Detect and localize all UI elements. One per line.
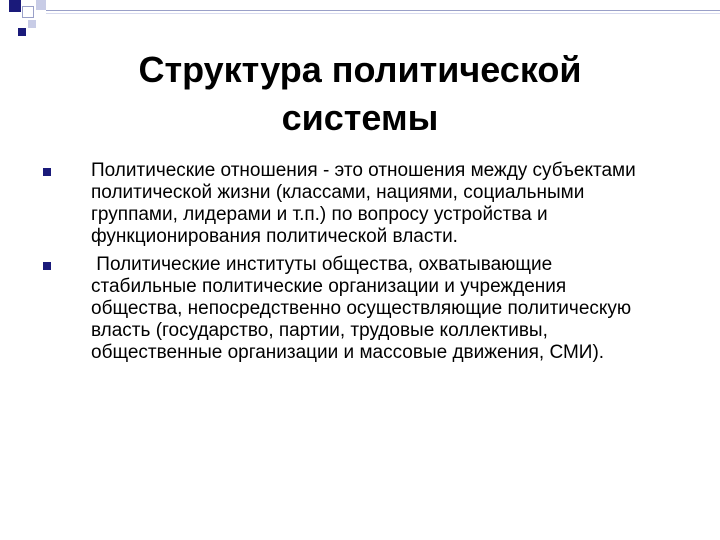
bullet-text: Политические отношения - это отношения между субъектами политической жизни (классами, нациями, социальными группами, лидерами и т.п.) по вопросу устройства и функционирования политической власти. bbox=[91, 160, 636, 247]
square-bullet-icon bbox=[43, 168, 51, 176]
bullet-item-political-institutions bbox=[42, 254, 662, 364]
slide-title-line-1: Структура политической bbox=[138, 49, 582, 90]
deco-square-dark-small bbox=[18, 28, 26, 36]
deco-square-dark bbox=[9, 0, 21, 12]
slide-title-line-2: системы bbox=[281, 97, 439, 138]
deco-square-light bbox=[36, 0, 46, 10]
bullet-list bbox=[42, 160, 662, 364]
bullet-text: Политические институты общества, охватывающие стабильные политические организации и учреждения общества, непосредственно осуществляющие политическую власть (государство, партии, трудовые коллективы, общественные организации и массовые движения, СМИ). bbox=[91, 254, 637, 363]
deco-top-line-2 bbox=[46, 13, 720, 14]
deco-top-line bbox=[46, 10, 720, 11]
bullet-item-political-relations bbox=[42, 160, 662, 248]
square-bullet-icon bbox=[43, 262, 51, 270]
deco-square-outline bbox=[22, 6, 34, 18]
deco-square-light-small bbox=[28, 20, 36, 28]
slide-title bbox=[40, 46, 680, 142]
